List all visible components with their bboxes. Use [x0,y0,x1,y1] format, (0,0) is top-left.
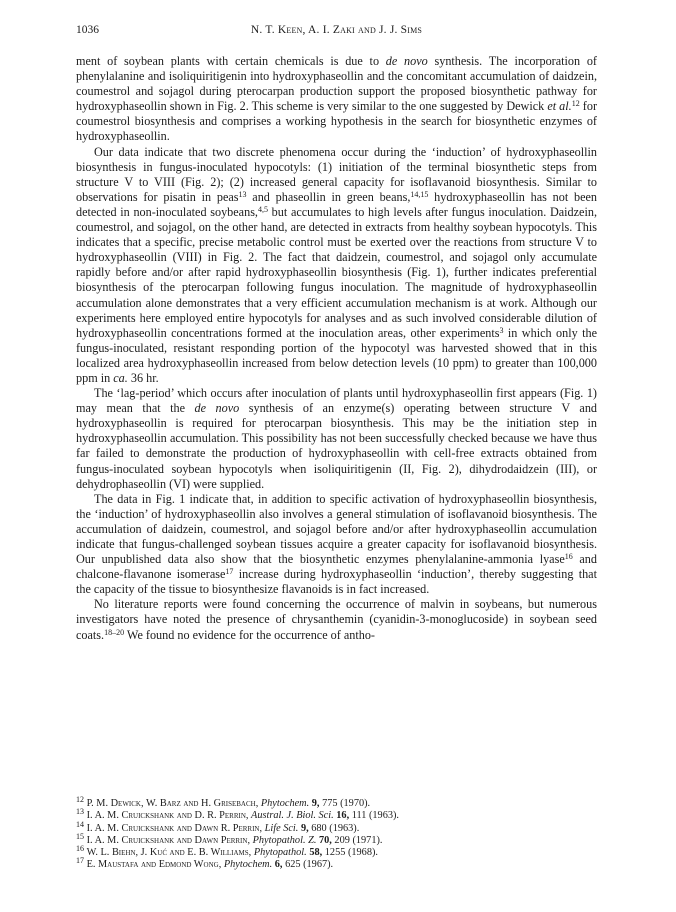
footnote: $^{12}$ P. M. Dewick, W. Barz and H. Grisebach, Phytochem. 9, 775 (1970). [76,795,371,809]
citation-marker: 3 [499,325,504,335]
footnotes [76,795,597,872]
paragraph-1: ment of soybean plants with certain chemicals is due to de novo synthesis. The incorporation of phenylalanine and isoliquiritigenin into hydroxyphaseollin and the concomitant accumulation of daidzein, coumestrol and sojagol during pterocarpan production support the proposed biosynthetic pathway for hydroxyphaseollin shown in Fig. 2. This scheme is very similar to the one suggested by Dewick et al.$^{12}$ for coumestrol biosynthesis and comprises a working hypothesis in the search for biosynthetic enzymes of hydroxyphaseollin. [76,54,597,144]
body-text [76,54,597,643]
paragraph-3: The ‘lag-period’ which occurs after inoculation of plants until hydroxyphaseollin first appears (Fig. 1) may mean that the de novo synthesis of an enzyme(s) operating between structure V and hydroxyphaseollin is required for pterocarpan biosynthesis. This may be the initiation step in hydroxyphaseollin accumulation. This possibility has not been successfully checked because we have thus far failed to demonstrate the production of hydroxyphaseollin with cell-free extracts obtained from fungus-inoculated soybean hypocotyls when isoliquiritigenin (II, Fig. 2), dihydrodaidzein (III), or dehydrophaseollin (VI) were supplied. [76,386,598,491]
footnote: $^{17}$ E. Maustafa and Edmond Wong, Phytochem. 6, 625 (1967). [76,856,334,871]
citation-marker: 14,15 [410,189,429,199]
running-title: N. T. Keen, A. I. Zaki and J. J. Sims [250,24,423,36]
paragraph-5: No literature reports were found concerning the occurrence of malvin in soybeans, but numerous investigators have noted the presence of chrysanthemin (cyanidin-3-monoglucoside) in soybean seed coats.$^{18-20}$ We found no evidence for the occurrence of antho- [76,597,597,642]
paragraph-2: Our data indicate that two discrete phenomena occur during the ‘induction’ of hydroxyphaseollin biosynthesis in fungus-inoculated hypocotyls: (1) initiation of the terminal biosynthetic steps from structure V to VIII (Fig. 2); (2) increased general capacity for isoflavanoid biosynthesis. Similar to observations for pisatin in peas$^{13}$ and phaseollin in green beans,$^{14,15}$ hydroxyphaseollin has not been detected in non-inoculated soybeans,$^{4,5}$ but accumulates to high levels after fungus inoculation. Daidzein, coumestrol, and sojagol, on the other hand, are detected in extracts from healthy soybean hypocotyls. This indicates that a specific, precise metabolic control must be exerted over the reactions from structure V to hydroxyphaseollin (VIII) in Fig. 2. The fact that daidzein, coumestrol, and sojagol only accumulate rapidly before and/or after rapid hydroxyphaseollin biosynthesis (Fig. 1), further indicates preferential biosynthesis of the pterocarpan following fungus inoculation. The magnitude of hydroxyphaseollin accumulation alone demonstrates that a very efficient accumulation mechanism is at work. Although our experiments here employed entire hypocotyls for analyses and as such involved considerable dilution of hydroxyphaseollin concentrations formed at the inoculation areas, other experiments$^3$ in which only the fungus-inoculated, resistant responding portion of the hypocotyl was harvested showed that in this localized area hydroxyphaseollin increased from below detection levels (10 ppm) to greater than 100,000 ppm in ca. 36 hr. [76,144,597,385]
citation-marker: 16 [564,552,573,562]
citation-marker: 17 [225,567,234,577]
page-number: 1036 [76,24,99,36]
citation-marker: 18–20 [104,627,125,637]
footnote: $^{16}$ W. L. Biehn, J. Kuć and E. B. Williams, Phytopathol. 58, 1255 (1968). [76,844,378,859]
footnote: $^{15}$ I. A. M. Cruickshank and Dawn Perrin, Phytopathol. Z. 70, 209 (1971). [76,831,383,846]
citation-marker: 12 [571,99,580,109]
footnote: $^{14}$ I. A. M. Cruickshank and Dawn R. Perrin, Life Sci. 9, 680 (1963). [76,819,360,834]
page-header [76,24,597,44]
citation-marker: 13 [238,189,247,199]
footnote: $^{13}$ I. A. M. Cruickshank and D. R. Perrin, Austral. J. Biol. Sci. 16, 111 (1963). [76,807,399,822]
paragraph-4: The data in Fig. 1 indicate that, in addition to specific activation of hydroxyphaseollin biosynthesis, the ‘induction’ of hydroxyphaseollin also involves a general stimulation of isoflavanoid biosynthesis. The accumulation of daidzein, coumestrol, and sojagol before and/or after hydroxyphaseollin accumulation indicate that fungus-challenged soybean tissues acquire a greater capacity for isoflavanoid biosynthesis. Our unpublished data also show that the biosynthetic enzymes phenylalanine-ammonia lyase$^{16}$ and chalcone-flavanone isomerase$^{17}$ increase during hydroxyphaseollin ‘induction’, thereby suggesting that the capacity of the tissue to biosynthesize flavanoids is in fact increased. [76,491,597,597]
citation-marker: 4,5 [257,204,268,214]
